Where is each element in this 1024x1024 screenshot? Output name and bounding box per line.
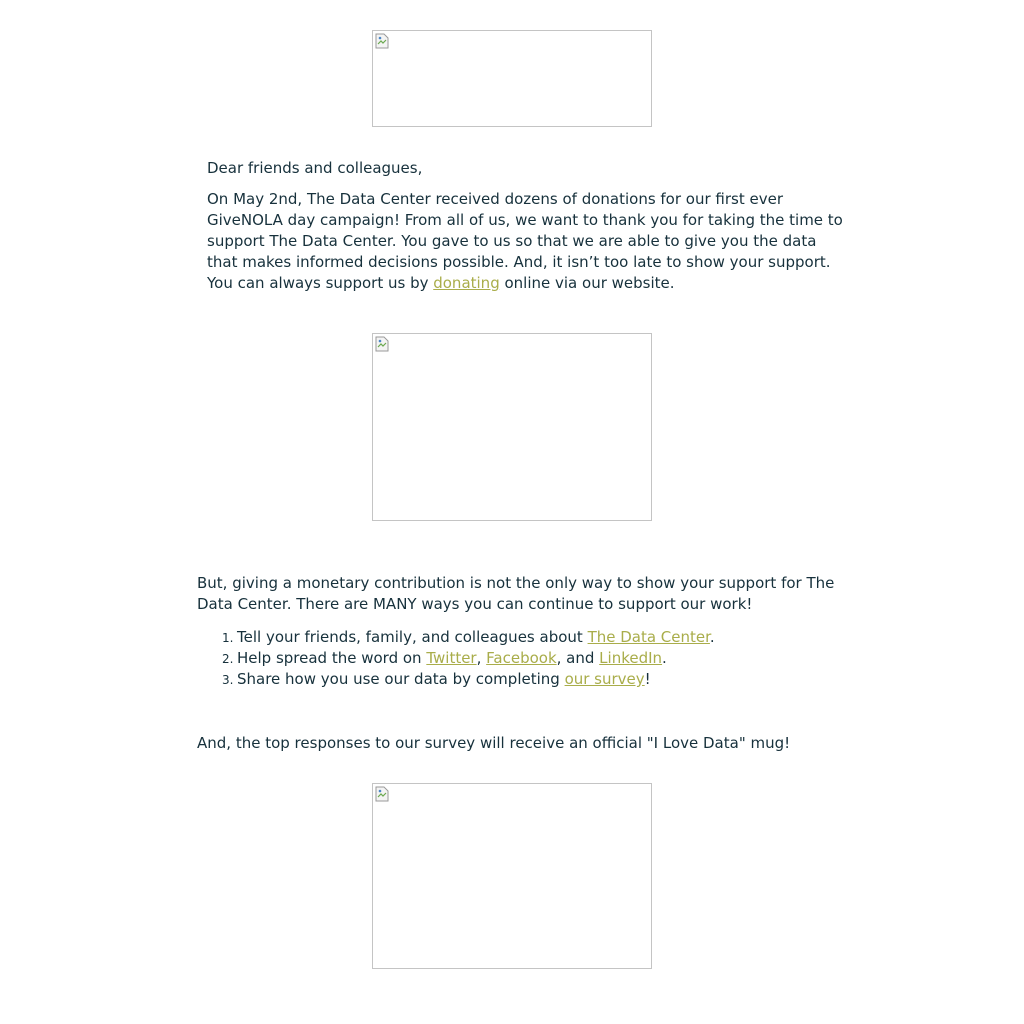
list-text: . [709, 628, 715, 646]
donating-link[interactable]: donating [433, 274, 500, 292]
list-text: Tell your friends, family, and colleagues about [237, 628, 588, 646]
broken-image-icon [375, 336, 389, 352]
linkedin-link[interactable]: LinkedIn [599, 649, 663, 667]
intro-line: that makes informed decisions possible. And, it isn’t too late to show your support. [207, 253, 831, 271]
list-number: 1. [222, 631, 234, 645]
intro-text: online via our website. [499, 274, 675, 292]
survey-link[interactable]: our survey [564, 670, 645, 688]
support-line: Data Center. There are MANY ways you can continue to support our work! [197, 595, 753, 613]
intro-line [207, 273, 675, 294]
list-item [222, 627, 715, 648]
list-text: . [662, 649, 667, 667]
list-text: ! [644, 670, 651, 688]
list-text: Share how you use our data by completing [237, 670, 565, 688]
support-line: But, giving a monetary contribution is not the only way to show your support for The [197, 574, 835, 592]
greeting: Dear friends and colleagues, [207, 159, 423, 177]
givenola-image [372, 333, 652, 521]
list-text: Help spread the word on [237, 649, 427, 667]
list-text: , [476, 649, 487, 667]
list-number: 2. [222, 652, 234, 666]
mug-image [372, 783, 652, 969]
list-item [222, 669, 715, 690]
intro-line: support The Data Center. You gave to us so that we are able to give you the data [207, 232, 817, 250]
broken-image-icon [375, 786, 389, 802]
list-item [222, 648, 715, 669]
support-steps-list [197, 627, 715, 690]
list-text: , and [556, 649, 600, 667]
header-image [372, 30, 652, 127]
facebook-link[interactable]: Facebook [486, 649, 557, 667]
broken-image-icon [375, 33, 389, 49]
data-center-link[interactable]: The Data Center [587, 628, 710, 646]
list-number: 3. [222, 673, 234, 687]
intro-text: You can always support us by [207, 274, 434, 292]
twitter-link[interactable]: Twitter [426, 649, 477, 667]
closing-text: And, the top responses to our survey will receive an official "I Love Data" mug! [197, 734, 791, 752]
intro-line: On May 2nd, The Data Center received dozens of donations for our first ever [207, 190, 783, 208]
intro-line: GiveNOLA day campaign! From all of us, we want to thank you for taking the time to [207, 211, 843, 229]
